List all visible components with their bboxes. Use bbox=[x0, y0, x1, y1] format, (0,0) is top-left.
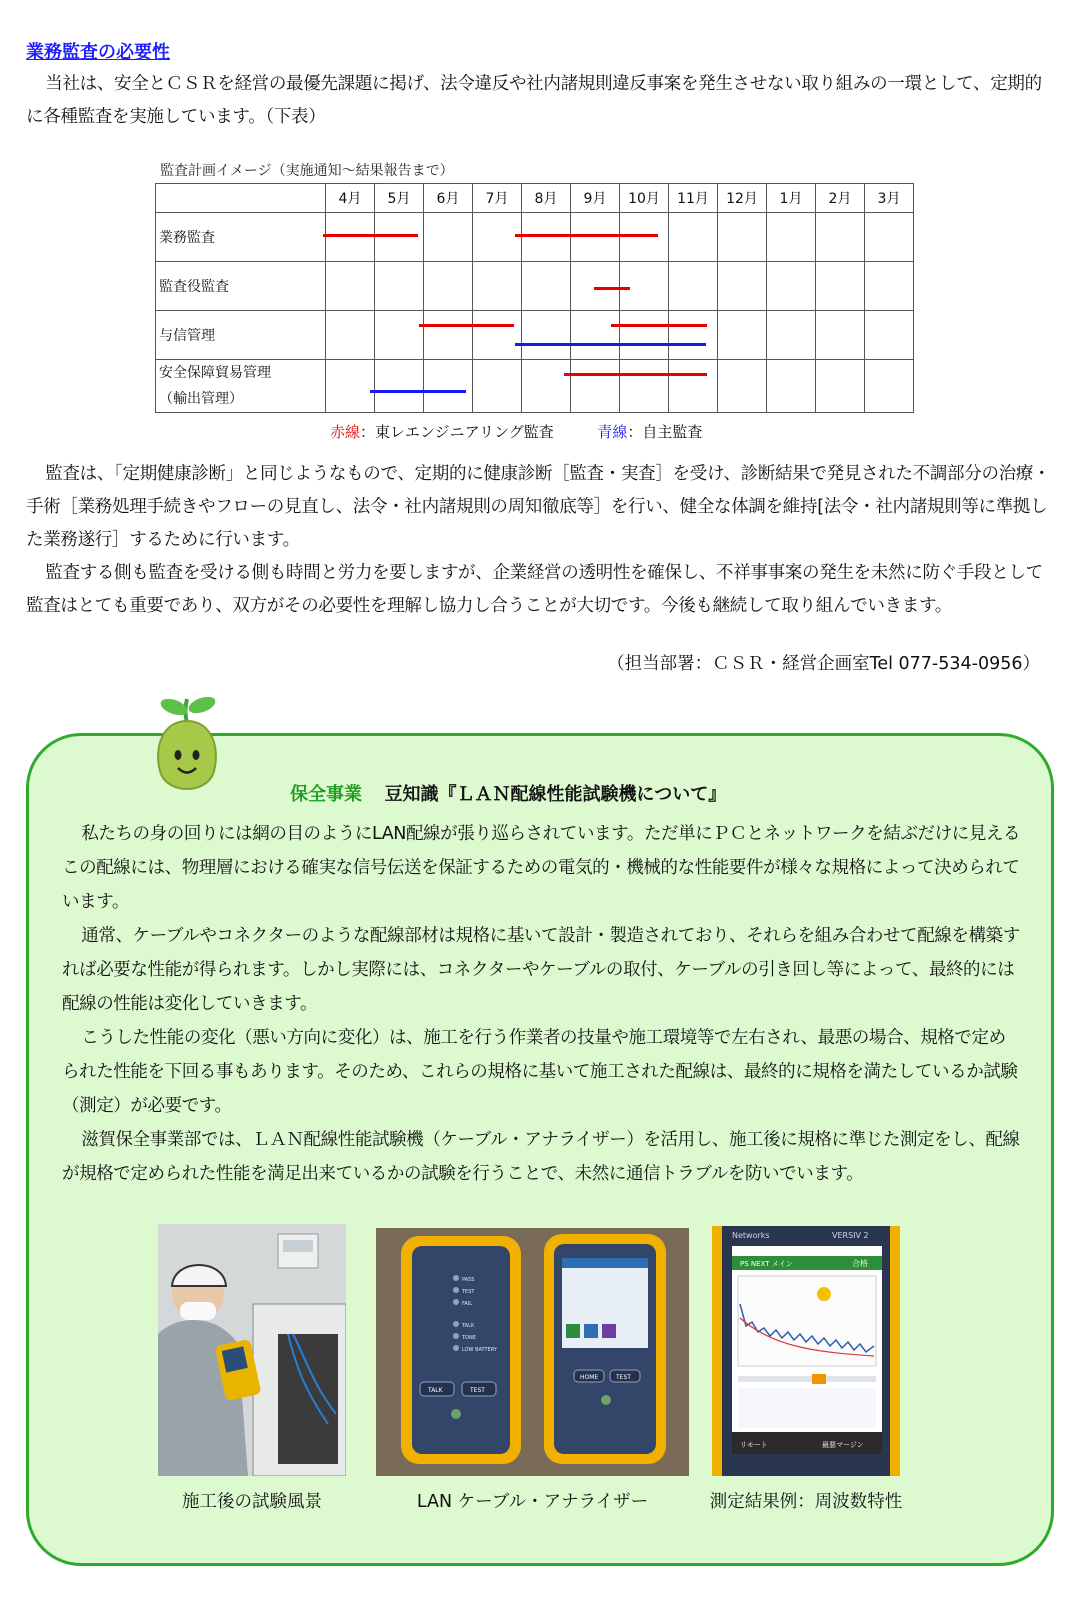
bar-export-self-audit bbox=[370, 390, 466, 393]
photo-caption-2: LAN ケーブル・アナライザー bbox=[416, 1492, 649, 1512]
row-label: 監査役監査 bbox=[156, 262, 326, 311]
month-cell: 10月 bbox=[620, 184, 669, 213]
photo-caption-1: 施工後の試験風景 bbox=[182, 1492, 322, 1512]
row-label-line2: （輸出管理） bbox=[159, 391, 243, 407]
chart-caption: 監査計画イメージ（実施通知～結果報告まで） bbox=[160, 163, 454, 179]
bar-credit-oct-nov bbox=[611, 324, 707, 327]
audit-intro: 当社は、安全とＣＳＲを経営の最優先課題に掲げ、法令違反や社内諸規則違反事案を発生させない取り組みの一環として、定期的に各種監査を実施しています。（下表） bbox=[26, 74, 1042, 127]
legend-blue-text: ：自主監査 bbox=[627, 423, 703, 441]
audit-body-2: 監査する側も監査を受ける側も時間と労力を要しますが、企業経営の透明性を確保し、不祥事事案の発生を未然に防ぐ手段として監査はとても重要であり、双方がその必要性を理解し協力し合うことが大切です。今後も継続して取り組んでいきます。 bbox=[26, 563, 1043, 616]
month-cell: 12月 bbox=[718, 184, 767, 213]
month-cell: 7月 bbox=[473, 184, 522, 213]
row-export-control bbox=[156, 360, 914, 413]
led-label: PASS bbox=[462, 1277, 475, 1283]
month-cell: 1月 bbox=[767, 184, 816, 213]
chart-legend bbox=[330, 421, 702, 442]
column-body bbox=[62, 817, 1022, 1191]
bean-mascot-icon bbox=[142, 693, 232, 803]
column-p2: 通常、ケーブルやコネクターのような配線部材は規格に基いて設計・製造されており、それらを組み合わせて配線を構築すれば必要な性能が得られます。しかし実際には、コネクターやケーブルの取付、ケーブルの引き回し等によって、最終的には配線の性能は変化していきます。 bbox=[62, 926, 1020, 1014]
bar-business-audit-aug-oct bbox=[515, 234, 658, 237]
photo-worker-testing bbox=[158, 1224, 346, 1476]
month-header-row bbox=[156, 184, 914, 213]
audit-body bbox=[26, 458, 1054, 623]
bar-credit-jun-jul bbox=[419, 324, 514, 327]
row-business-audit bbox=[156, 213, 914, 262]
column-p3: こうした性能の変化（悪い方向に変化）は、施工を行う作業者の技量や施工環境等で左右され、最悪の場合、規格で定められた性能を下回る事もあります。そのため、これらの規格に基いて施工された配線は、最終的に規格を満たしているか試験（測定）が必要です。 bbox=[62, 1028, 1018, 1116]
month-cell: 2月 bbox=[816, 184, 865, 213]
column-p4: 滋賀保全事業部では、ＬＡＮ配線性能試験機（ケーブル・アナライザー）を活用し、施工後に規格に準じた測定をし、配線が規格で定められた性能を満足出来ているかの試験を行うことで、未然に通信トラブルを防いでいます。 bbox=[62, 1130, 1020, 1184]
row-label bbox=[156, 360, 326, 413]
row-auditor-audit bbox=[156, 262, 914, 311]
month-cell: 4月 bbox=[326, 184, 375, 213]
screen-footer-left: リモート bbox=[740, 1441, 768, 1449]
header-blank bbox=[156, 184, 326, 213]
led-label: LOW BATTERY bbox=[462, 1347, 497, 1353]
bar-credit-self-audit bbox=[515, 343, 706, 346]
column-title bbox=[290, 780, 726, 806]
legend-red-text: ：東レエンジニアリング監査 bbox=[360, 423, 554, 441]
screen-tab: PS NEXT メイン bbox=[740, 1260, 793, 1268]
talk-button-label: TALK bbox=[428, 1387, 443, 1394]
bar-business-audit-apr-may bbox=[323, 234, 418, 237]
led-label: TONE bbox=[462, 1335, 476, 1341]
bar-auditor-audit-sep bbox=[594, 287, 630, 290]
audit-heading: 業務監査の必要性 bbox=[26, 42, 170, 63]
row-credit-management bbox=[156, 311, 914, 360]
photo-measurement-screen bbox=[712, 1226, 900, 1476]
device-model: VERSIV 2 bbox=[832, 1231, 869, 1240]
month-cell: 6月 bbox=[424, 184, 473, 213]
led-label: FAIL bbox=[462, 1301, 473, 1307]
audit-signature: （担当部署：ＣＳＲ・経営企画室Tel 077-534-0956） bbox=[607, 654, 1040, 674]
screen-footer-right: 最悪マージン bbox=[822, 1441, 864, 1449]
row-label: 与信管理 bbox=[156, 311, 326, 360]
photo-caption-3: 測定結果例：周波数特性 bbox=[709, 1492, 903, 1512]
photo-cable-analyzers bbox=[376, 1228, 689, 1476]
audit-schedule-table bbox=[155, 183, 914, 413]
month-cell: 8月 bbox=[522, 184, 571, 213]
row-label-line1: 安全保障貿易管理 bbox=[159, 365, 271, 381]
column-heading: 豆知識『ＬＡＮ配線性能試験機について』 bbox=[384, 784, 727, 805]
led-label: TALK bbox=[462, 1323, 475, 1329]
audit-body-1: 監査は、「定期健康診断」と同じようなもので、定期的に健康診断［監査・実査］を受け、診断結果で発見された不調部分の治療・手術［業務処理手続きやフローの見直し、法令・社内諸規則の周知徹底等］を行い、健全な体調を維持[法令・社内諸規則等に準拠した業務遂行］するために行います。 bbox=[26, 464, 1051, 550]
led-label: TEST bbox=[462, 1289, 475, 1295]
month-cell: 11月 bbox=[669, 184, 718, 213]
legend-blue-label: 青線 bbox=[597, 423, 628, 441]
test-button-label: TEST bbox=[616, 1374, 631, 1381]
screen-result: 合格 bbox=[852, 1259, 868, 1268]
column-p1: 私たちの身の回りには網の目のようにLAN配線が張り巡らされています。ただ単にＰＣとネットワークを結ぶだけに見えるこの配線には、物理層における確実な信号伝送を保証するための電気的・機械的な性能要件が様々な規格によって決められています。 bbox=[62, 824, 1021, 912]
bar-export-sep-nov bbox=[564, 373, 707, 376]
device-brand: Networks bbox=[732, 1231, 770, 1240]
month-cell: 5月 bbox=[375, 184, 424, 213]
test-button-label: TEST bbox=[470, 1387, 485, 1394]
row-label: 業務監査 bbox=[156, 213, 326, 262]
month-cell: 3月 bbox=[865, 184, 914, 213]
column-section: 保全事業 bbox=[290, 784, 362, 805]
month-cell: 9月 bbox=[571, 184, 620, 213]
home-button-label: HOME bbox=[580, 1374, 599, 1381]
legend-red-label: 赤線 bbox=[330, 423, 361, 441]
